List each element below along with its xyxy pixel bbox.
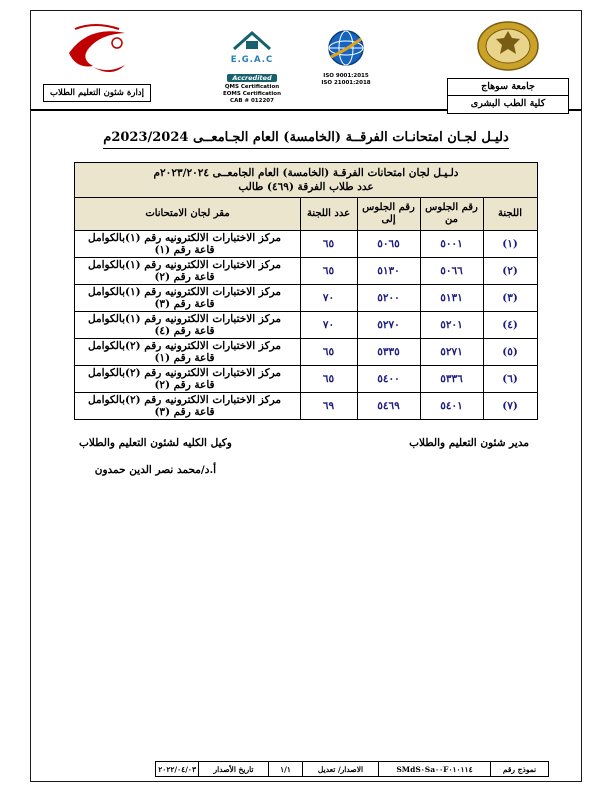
committee-venue: مركز الاختبارات الالكترونيه رقم (١)بالكوامل قاعة رقم (٤) [75, 312, 300, 339]
col-header-venue: مقر لجان الامتحانات [75, 198, 300, 231]
egac-accredited-banner: Accredited [227, 74, 276, 82]
egac-cert-line-2: EOMS Certification [222, 91, 282, 98]
footer-form-label: نموذج رقم [491, 762, 549, 777]
committee-count: ٧٠ [300, 312, 357, 339]
committee-venue: مركز الاختبارات الالكترونيه رقم (١)بالكوامل قاعة رقم (٣) [75, 285, 300, 312]
university-name-box [447, 78, 569, 114]
table-caption-row [75, 163, 537, 198]
table-row [75, 231, 537, 258]
seat-to: ٥٠٦٥ [357, 231, 420, 258]
committee-count: ٦٥ [300, 258, 357, 285]
signature-director: مدير شئون التعليم والطلاب [409, 437, 529, 449]
signatures-row [31, 437, 581, 476]
committee-number: (٥) [483, 339, 537, 366]
egac-cert-line-1: QMS Certification [224, 84, 280, 90]
footer-date-label: تاريخ الأصدار [199, 762, 269, 777]
col-header-seat-to [357, 198, 420, 231]
committee-count: ٦٥ [300, 366, 357, 393]
signature-vice-dean-title: وكيل الكليه لشئون التعليم والطلاب [79, 437, 232, 449]
footer-date-value: ٢٠٢٢/٠٤/٠٣ [156, 762, 199, 777]
table-row [75, 312, 537, 339]
table-caption-line2: عدد طلاب الفرقة (٤٦٩) طالب [238, 181, 374, 193]
footer-issue-value: ١/١ [269, 762, 303, 777]
committee-count: ٦٥ [300, 339, 357, 366]
col-header-from-label: من [445, 214, 459, 225]
faculty-logo-icon [57, 21, 137, 79]
col-header-seat-label: رقم الجلوس [425, 201, 478, 213]
seat-from: ٥٢٠١ [420, 312, 483, 339]
committee-venue: مركز الاختبارات الالكترونيه رقم (١)بالكوامل قاعة رقم (١) [75, 231, 300, 258]
footer-row [156, 762, 549, 777]
document-footer [155, 761, 549, 777]
seat-to: ٥٣٣٥ [357, 339, 420, 366]
admin-office-box: إدارة شئون التعليم الطلاب [43, 84, 151, 102]
egac-logo-icon [231, 36, 273, 55]
exam-committees-table [74, 162, 537, 420]
table-row [75, 285, 537, 312]
seat-to: ٥٢٧٠ [357, 312, 420, 339]
committee-number: (٤) [483, 312, 537, 339]
seat-to: ٥٢٠٠ [357, 285, 420, 312]
seat-to: ٥٤٠٠ [357, 366, 420, 393]
faculty-name: كلية الطب البشرى [470, 98, 546, 110]
col-header-to-label: إلى [381, 214, 396, 225]
committee-number: (٦) [483, 366, 537, 393]
university-block [447, 21, 569, 114]
seat-from: ٥١٣١ [420, 285, 483, 312]
certification-logos [214, 21, 384, 105]
col-header-count: عدد اللجنة [300, 198, 357, 231]
seat-from: ٥٠٠١ [420, 231, 483, 258]
university-name: جامعة سوهاج [448, 79, 568, 96]
committee-count: ٧٠ [300, 285, 357, 312]
col-header-seat-from [420, 198, 483, 231]
footer-form-code: SMdS٠Sa٠٠F٠١٠١١٤ [379, 762, 491, 777]
col-header-committee: اللجنة [483, 198, 537, 231]
aja-iso-line-1: ISO 9001:2015 [323, 73, 369, 79]
page-title: دليـل لجـان امتحانـات الفرقــة (الخامسة) العام الجـامعــى 2023/2024م [103, 130, 509, 149]
signature-vice-dean-block [79, 437, 232, 476]
egac-name: E.G.A.C [230, 55, 274, 65]
committee-venue: مركز الاختبارات الالكترونيه رقم (٢)بالكوامل قاعة رقم (٣) [75, 393, 300, 420]
page-border-frame [30, 10, 582, 782]
table-caption-line1: دلـيـل لجان امتحانات الفرقـة (الخامسة) العام الجامعــى ٢٠٢٣/٢٠٢٤م [153, 167, 459, 179]
table-row [75, 393, 537, 420]
administration-block [43, 21, 151, 102]
aja-iso-line-2: ISO 21001:2018 [321, 80, 371, 87]
seat-from: ٥٠٦٦ [420, 258, 483, 285]
committee-venue: مركز الاختبارات الالكترونيه رقم (٢)بالكوامل قاعة رقم (٢) [75, 366, 300, 393]
table-row [75, 366, 537, 393]
sohag-university-emblem-icon [476, 21, 540, 75]
committee-count: ٦٩ [300, 393, 357, 420]
aja-certification [308, 29, 384, 105]
seat-from: ٥٤٠١ [420, 393, 483, 420]
committee-number: (٣) [483, 285, 537, 312]
document-header [31, 11, 581, 109]
committee-venue: مركز الاختبارات الالكترونيه رقم (٢)بالكوامل قاعة رقم (١) [75, 339, 300, 366]
col-header-seat-label: رقم الجلوس [362, 201, 415, 213]
committee-count: ٦٥ [300, 231, 357, 258]
committee-number: (٢) [483, 258, 537, 285]
egac-cert-line-3: CAB # 012207 [230, 98, 274, 105]
title-row [31, 126, 581, 149]
aja-globe-icon [327, 52, 365, 71]
table-row [75, 339, 537, 366]
committee-number: (٧) [483, 393, 537, 420]
table-caption [75, 163, 537, 198]
table-header-row [75, 198, 537, 231]
footer-issue-label: الاصدار/ تعديل [303, 762, 379, 777]
seat-to: ٥١٣٠ [357, 258, 420, 285]
committee-number: (١) [483, 231, 537, 258]
signature-vice-dean-name: أ.د/محمد نصر الدين حمدون [94, 464, 217, 476]
committee-venue: مركز الاختبارات الالكترونيه رقم (١)بالكوامل قاعة رقم (٢) [75, 258, 300, 285]
seat-to: ٥٤٦٩ [357, 393, 420, 420]
seat-from: ٥٢٧١ [420, 339, 483, 366]
seat-from: ٥٣٣٦ [420, 366, 483, 393]
table-row [75, 258, 537, 285]
egac-certification [214, 29, 290, 105]
